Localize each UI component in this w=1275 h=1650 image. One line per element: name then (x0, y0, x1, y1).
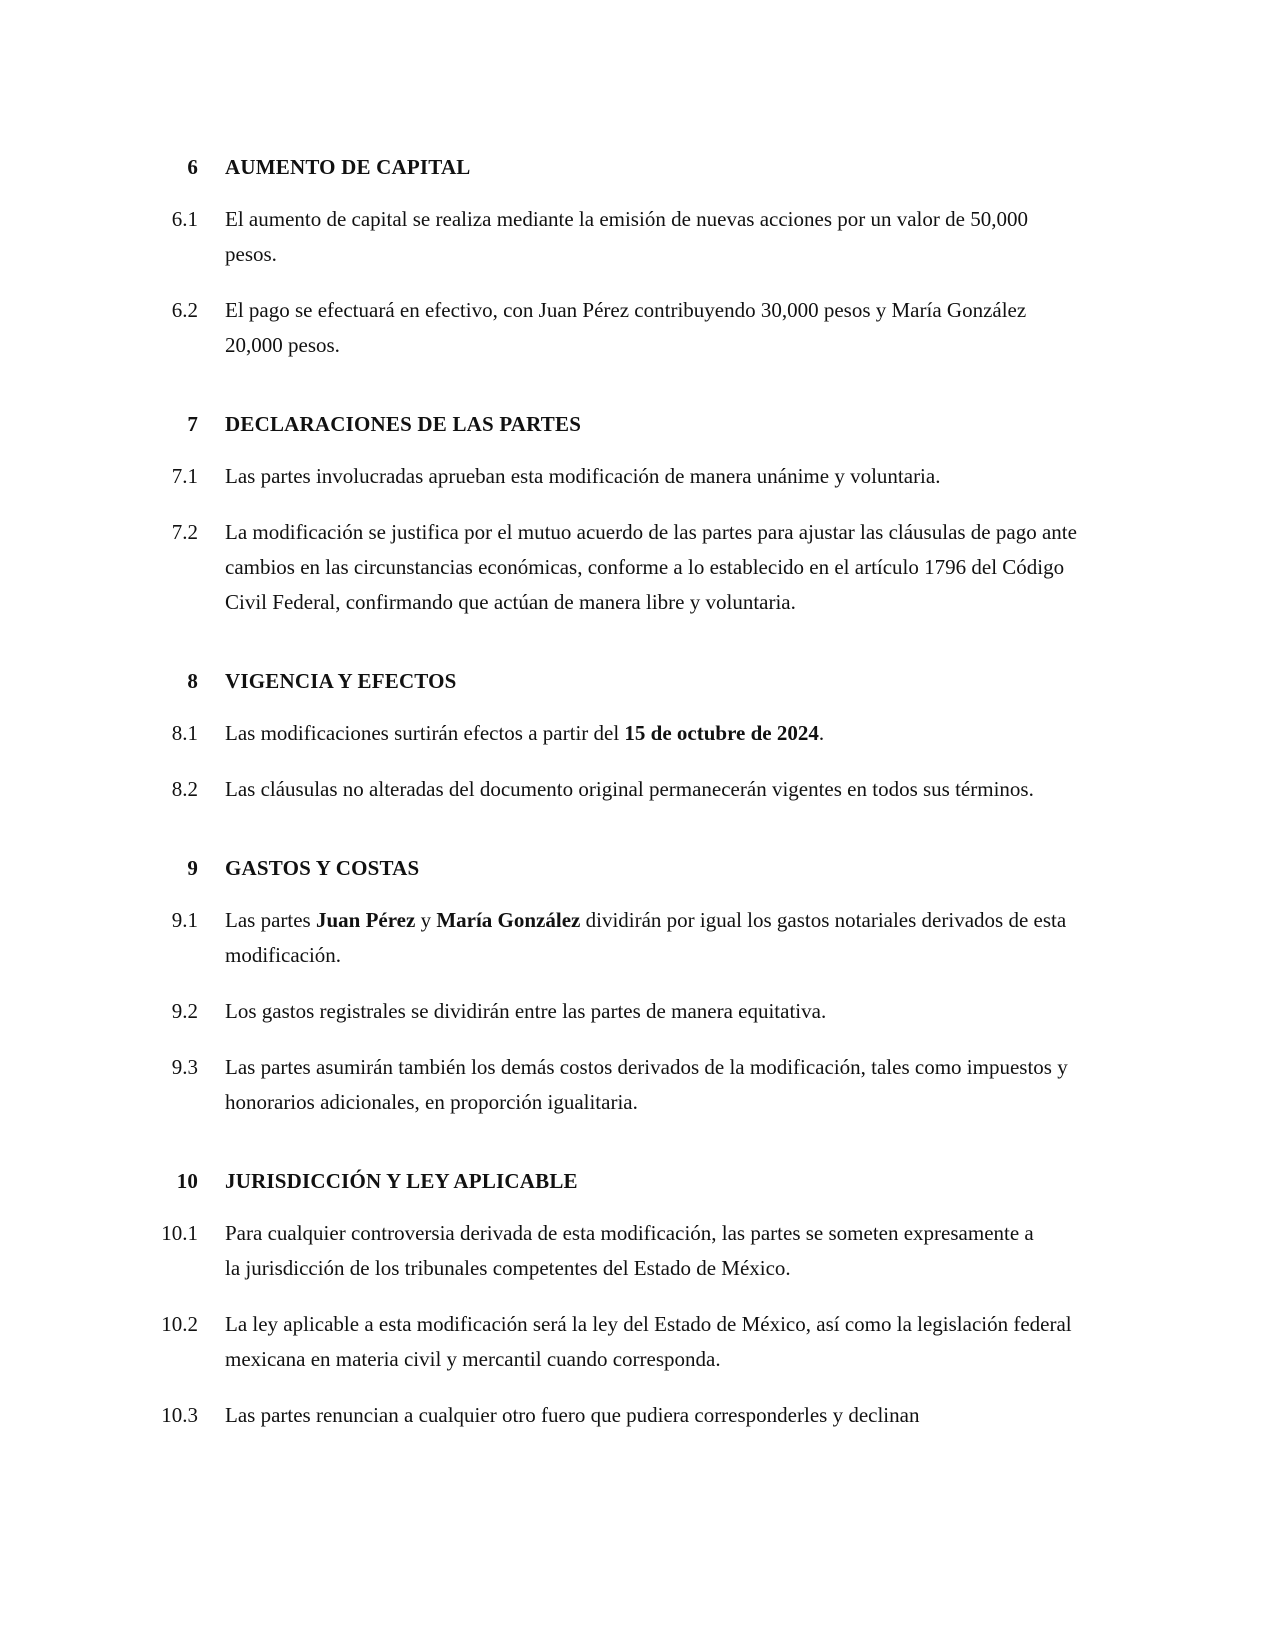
clause-9-3 (140, 1050, 1080, 1120)
clause-9-2 (140, 994, 1080, 1029)
party-name-juan-perez: Juan Pérez (315, 908, 416, 932)
clause-text: Las partes involucradas aprueban esta modificación de manera unánime y voluntaria. (225, 464, 941, 488)
section-title: DECLARACIONES DE LAS PARTES (225, 412, 582, 436)
clause-6-1 (140, 202, 1080, 272)
section-number: 8 (187, 669, 198, 693)
clause-number: 8.2 (171, 777, 198, 801)
section-heading-8 (140, 666, 1080, 696)
document-content (140, 152, 1080, 1433)
section-heading-6 (140, 152, 1080, 182)
clause-7-2 (140, 515, 1080, 620)
clause-number: 6.2 (171, 298, 198, 322)
clause-text (225, 716, 1080, 751)
clause-8-2 (140, 772, 1080, 807)
clause-text: La modificación se justifica por el mutuo acuerdo de las partes para ajustar las cláusulas de pago ante cambios en las circunstancias económicas, conforme a lo establecido en el artículo 1796 del Código Civil Federal, confirmando que actúan de manera libre y voluntaria. (225, 520, 1077, 614)
clause-10-3 (140, 1398, 1080, 1433)
clause-10-1 (140, 1216, 1080, 1286)
clause-7-1 (140, 459, 1080, 494)
section-number: 6 (187, 155, 198, 179)
clause-text (225, 903, 1080, 973)
clause-number: 7.1 (171, 464, 198, 488)
clause-text: Las cláusulas no alteradas del documento original permanecerán vigentes en todos sus términos. (225, 777, 1034, 801)
clause-text-part1: Las partes (225, 908, 316, 932)
clause-text: Las partes renuncian a cualquier otro fuero que pudiera corresponderles y declinan (225, 1403, 920, 1427)
clause-9-1 (140, 903, 1080, 973)
clause-number: 9.2 (171, 999, 198, 1023)
clause-6-2 (140, 293, 1080, 363)
clause-number: 10.2 (161, 1312, 198, 1336)
clause-number: 7.2 (171, 520, 198, 544)
clause-text: El pago se efectuará en efectivo, con Juan Pérez contribuyendo 30,000 pesos y María González 20,000 pesos. (225, 298, 1027, 357)
section-number: 7 (187, 412, 198, 436)
clause-text-part3: dividirán por igual los gastos notariales derivados de esta modificación. (225, 908, 1067, 967)
section-title: JURISDICCIÓN Y LEY APLICABLE (225, 1169, 578, 1193)
clause-8-1 (140, 716, 1080, 751)
section-title: VIGENCIA Y EFECTOS (225, 669, 457, 693)
section-6 (140, 152, 1080, 363)
clause-text: Los gastos registrales se dividirán entre las partes de manera equitativa. (225, 999, 827, 1023)
clause-number: 6.1 (171, 207, 198, 231)
clause-number: 10.3 (161, 1403, 198, 1427)
section-title: AUMENTO DE CAPITAL (225, 155, 471, 179)
clause-number: 9.3 (171, 1055, 198, 1079)
section-10 (140, 1166, 1080, 1433)
section-8 (140, 666, 1080, 807)
clause-text: Las partes asumirán también los demás costos derivados de la modificación, tales como impuestos y honorarios adicionales, en proporción igualitaria. (225, 1055, 1068, 1114)
party-name-maria-gonzalez: María González (436, 908, 581, 932)
clause-number: 9.1 (171, 908, 198, 932)
clause-text: El aumento de capital se realiza mediante la emisión de nuevas acciones por un valor de 50,000 pesos. (225, 207, 1028, 266)
section-7 (140, 409, 1080, 620)
section-heading-9 (140, 853, 1080, 883)
section-9 (140, 853, 1080, 1120)
clause-10-2 (140, 1307, 1080, 1377)
clause-text: Para cualquier controversia derivada de esta modificación, las partes se someten expresamente a la jurisdicción de los tribunales competentes del Estado de México. (225, 1221, 1034, 1280)
section-number: 9 (187, 856, 198, 880)
section-heading-7 (140, 409, 1080, 439)
section-number: 10 (176, 1169, 198, 1193)
section-heading-10 (140, 1166, 1080, 1196)
clause-number: 10.1 (161, 1221, 198, 1245)
section-title: GASTOS Y COSTAS (225, 856, 420, 880)
clause-text-tail: . (818, 721, 825, 745)
clause-number: 8.1 (171, 721, 198, 745)
clause-text-part2: y (415, 908, 437, 932)
effective-date-bold: 15 de octubre de 2024 (624, 721, 819, 745)
clause-text-lead: Las modificaciones surtirán efectos a partir del (225, 721, 625, 745)
clause-text: La ley aplicable a esta modificación será la ley del Estado de México, así como la legislación federal mexicana en materia civil y mercantil cuando corresponda. (225, 1312, 1072, 1371)
